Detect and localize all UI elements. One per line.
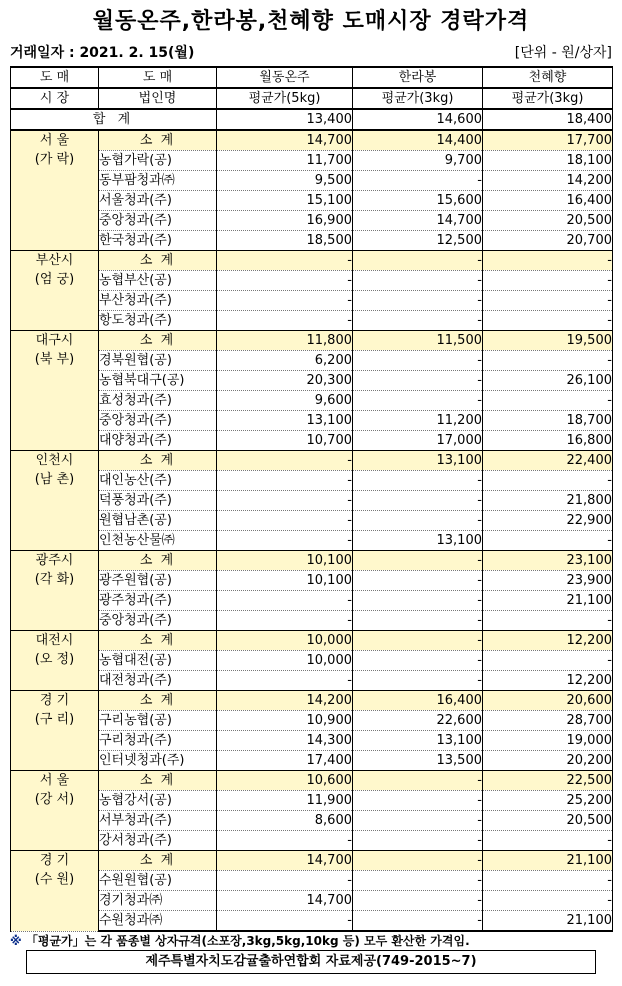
value-col1: 6,200 [217,351,353,371]
header-col2: 한라봉 [353,67,483,88]
value-col3: 20,500 [483,811,613,831]
value-col1: 16,900 [217,211,353,231]
note-star: ※ [10,934,22,948]
trade-date: 거래일자 : 2021. 2. 15(월) [10,45,195,61]
corp-name: 원협남촌(공) [99,511,217,531]
source-credit: 제주특별자치도감귤출하연합회 자료제공(749-2015~7) [26,950,596,974]
value-col2: - [353,271,483,291]
value-col2: - [353,571,483,591]
corp-name: 광주원협(공) [99,571,217,591]
market-city: 경 기 [39,693,70,708]
market-name [11,691,99,771]
value-col2: - [353,491,483,511]
corp-name: 소 계 [99,331,217,351]
market-city: 대전시 [35,633,74,648]
subtotal-row [11,691,613,711]
value-col3: - [483,611,613,631]
value-col2: - [353,291,483,311]
value-col2: - [353,891,483,911]
corp-name: 중앙청과(주) [99,411,217,431]
value-col1: 10,600 [217,771,353,791]
table-row [11,471,613,491]
table-row [11,431,613,451]
header-col1: 월동온주 [217,67,353,88]
total-value-1: 13,400 [217,109,353,130]
table-row [11,571,613,591]
value-col2: 13,100 [353,531,483,551]
table-row [11,871,613,891]
value-col2: 16,400 [353,691,483,711]
table-row [11,391,613,411]
value-col2: - [353,811,483,831]
unit-label: [단위 - 원/상자] [514,45,612,61]
market-name [11,851,99,932]
header-col3: 천혜향 [483,67,613,88]
value-col1: - [217,471,353,491]
corp-name: 소 계 [99,130,217,151]
table-row [11,791,613,811]
table-row [11,751,613,771]
value-col1: 20,300 [217,371,353,391]
value-col3: - [483,471,613,491]
corp-name: 소 계 [99,551,217,571]
value-col1: - [217,451,353,471]
value-col3: - [483,891,613,911]
subtotal-row [11,851,613,871]
table-row [11,411,613,431]
table-row [11,271,613,291]
corp-name: 경북원협(공) [99,351,217,371]
value-col3: - [483,531,613,551]
corp-name: 농협대전(공) [99,651,217,671]
value-col2: - [353,551,483,571]
value-col2: - [353,591,483,611]
market-city: 광주시 [35,553,74,568]
table-body [11,109,613,931]
value-col3: 22,900 [483,511,613,531]
table-row [11,891,613,911]
value-col2: - [353,471,483,491]
value-col1: 15,100 [217,191,353,211]
table-row [11,291,613,311]
corp-name: 강서청과(주) [99,831,217,851]
value-col2: - [353,351,483,371]
market-district: (구 리) [34,712,75,727]
market-name [11,331,99,451]
info-bar [10,42,612,62]
header-market-2: 시 장 [11,88,99,109]
value-col3: - [483,271,613,291]
value-col3: 12,200 [483,631,613,651]
subtotal-row [11,451,613,471]
value-col2: 15,600 [353,191,483,211]
value-col3: 22,500 [483,771,613,791]
market-district: (북 부) [34,352,75,367]
value-col1: 14,700 [217,851,353,871]
corp-name: 서울청과(주) [99,191,217,211]
value-col1: - [217,831,353,851]
value-col3: 21,100 [483,911,613,932]
value-col2: 11,500 [353,331,483,351]
value-col1: 10,000 [217,651,353,671]
corp-name: 항도청과(주) [99,311,217,331]
value-col3: 20,500 [483,211,613,231]
corp-name: 부산청과(주) [99,291,217,311]
header-market: 도 매 [11,67,99,88]
total-label: 합 계 [11,109,217,130]
value-col1: 13,100 [217,411,353,431]
table-row [11,811,613,831]
value-col3: 21,800 [483,491,613,511]
corp-name: 대양청과(주) [99,431,217,451]
table-row [11,731,613,751]
corp-name: 소 계 [99,691,217,711]
price-table [10,66,613,932]
value-col2: - [353,611,483,631]
value-col1: - [217,611,353,631]
value-col2: - [353,671,483,691]
value-col2: - [353,631,483,651]
value-col3: 25,200 [483,791,613,811]
value-col3: 17,700 [483,130,613,151]
value-col1: 10,900 [217,711,353,731]
value-col3: 21,100 [483,851,613,871]
corp-name: 수원청과㈜ [99,911,217,932]
corp-name: 수원원협(공) [99,871,217,891]
table-row [11,191,613,211]
value-col2: - [353,871,483,891]
table-row [11,311,613,331]
value-col1: - [217,591,353,611]
corp-name: 한국청과(주) [99,231,217,251]
value-col3: 28,700 [483,711,613,731]
subtotal-row [11,130,613,151]
value-col1: - [217,911,353,932]
corp-name: 소 계 [99,851,217,871]
value-col1: 11,900 [217,791,353,811]
corp-name: 구리농협(공) [99,711,217,731]
market-city: 인천시 [35,453,74,468]
value-col2: 9,700 [353,151,483,171]
table-row [11,531,613,551]
corp-name: 농협강서(공) [99,791,217,811]
value-col2: 12,500 [353,231,483,251]
page-title: 월동온주,한라봉,천혜향 도매시장 경락가격 [92,9,530,34]
market-city: 서 울 [39,773,70,788]
value-col1: 11,700 [217,151,353,171]
value-col1: - [217,251,353,271]
value-col1: 11,800 [217,331,353,351]
market-district: (엄 궁) [34,272,75,287]
table-header [11,67,613,109]
table-row [11,611,613,631]
table-row [11,831,613,851]
subtotal-row [11,551,613,571]
table-row [11,211,613,231]
value-col1: 10,700 [217,431,353,451]
table-row [11,231,613,251]
corp-name: 광주청과(주) [99,591,217,611]
corp-name: 경기청과㈜ [99,891,217,911]
value-col2: - [353,771,483,791]
value-col3: 18,100 [483,151,613,171]
subtotal-row [11,631,613,651]
value-col1: - [217,271,353,291]
market-district: (강 서) [34,792,75,807]
value-col2: - [353,911,483,932]
market-district: (각 화) [34,572,75,587]
corp-name: 농협부산(공) [99,271,217,291]
value-col1: - [217,291,353,311]
market-city: 경 기 [39,853,70,868]
table-row [11,371,613,391]
value-col3: - [483,651,613,671]
value-col3: - [483,871,613,891]
market-name [11,631,99,691]
market-name [11,771,99,851]
value-col2: - [353,791,483,811]
table-row [11,911,613,932]
value-col3: 20,200 [483,751,613,771]
header-col1-2: 평균가(5kg) [217,88,353,109]
value-col1: - [217,871,353,891]
total-value-3: 18,400 [483,109,613,130]
value-col1: - [217,511,353,531]
value-col2: - [353,171,483,191]
subtotal-row [11,331,613,351]
value-col3: 18,700 [483,411,613,431]
market-name [11,451,99,551]
value-col2: - [353,371,483,391]
value-col1: 8,600 [217,811,353,831]
value-col2: - [353,251,483,271]
corp-name: 농협북대구(공) [99,371,217,391]
table-row [11,491,613,511]
market-name [11,251,99,331]
value-col3: 20,600 [483,691,613,711]
value-col1: 10,000 [217,631,353,651]
market-district: (남 촌) [34,472,75,487]
value-col3: - [483,831,613,851]
corp-name: 소 계 [99,451,217,471]
table-row [11,171,613,191]
market-name [11,130,99,251]
value-col2: - [353,511,483,531]
subtotal-row [11,771,613,791]
value-col2: 14,400 [353,130,483,151]
value-col2: 11,200 [353,411,483,431]
value-col3: 12,200 [483,671,613,691]
value-col3: - [483,291,613,311]
value-col1: 10,100 [217,571,353,591]
value-col2: 13,100 [353,451,483,471]
value-col3: 20,700 [483,231,613,251]
corp-name: 서부청과(주) [99,811,217,831]
value-col3: 19,000 [483,731,613,751]
value-col2: - [353,851,483,871]
market-city: 대구시 [35,333,74,348]
table-row [11,711,613,731]
value-col1: 10,100 [217,551,353,571]
header-corp: 도 매 [99,67,217,88]
value-col3: 16,400 [483,191,613,211]
corp-name: 중앙청과(주) [99,611,217,631]
note-text: 「평균가」는 각 품종별 상자규격(소포장,3kg,5kg,10kg 등) 모두 환산한 가격임. [25,934,470,948]
value-col1: 9,600 [217,391,353,411]
corp-name: 대인농산(주) [99,471,217,491]
corp-name: 소 계 [99,771,217,791]
value-col1: - [217,671,353,691]
value-col2: 17,000 [353,431,483,451]
value-col1: 14,700 [217,891,353,911]
corp-name: 동부팜청과㈜ [99,171,217,191]
value-col1: - [217,311,353,331]
market-name [11,551,99,631]
header-col3-2: 평균가(3kg) [483,88,613,109]
table-row [11,511,613,531]
header-col2-2: 평균가(3kg) [353,88,483,109]
value-col3: - [483,351,613,371]
value-col1: 18,500 [217,231,353,251]
market-district: (가 락) [34,152,75,167]
corp-name: 대전청과(주) [99,671,217,691]
value-col2: 13,500 [353,751,483,771]
table-row [11,351,613,371]
value-col3: 14,200 [483,171,613,191]
value-col1: - [217,491,353,511]
corp-name: 소 계 [99,631,217,651]
value-col3: - [483,391,613,411]
market-city: 부산시 [35,253,74,268]
corp-name: 중앙청과(주) [99,211,217,231]
value-col1: 14,300 [217,731,353,751]
header-corp-2: 법인명 [99,88,217,109]
value-col2: - [353,391,483,411]
corp-name: 효성청과(주) [99,391,217,411]
total-value-2: 14,600 [353,109,483,130]
corp-name: 인천농산물㈜ [99,531,217,551]
value-col1: - [217,531,353,551]
value-col1: 9,500 [217,171,353,191]
value-col2: - [353,831,483,851]
value-col2: 22,600 [353,711,483,731]
value-col3: 22,400 [483,451,613,471]
corp-name: 덕풍청과(주) [99,491,217,511]
corp-name: 인터넷청과(주) [99,751,217,771]
value-col3: - [483,251,613,271]
value-col1: 14,200 [217,691,353,711]
subtotal-row [11,251,613,271]
footnote [10,932,470,949]
value-col3: 23,100 [483,551,613,571]
corp-name: 소 계 [99,251,217,271]
market-district: (수 원) [34,872,75,887]
value-col3: 23,900 [483,571,613,591]
total-row [11,109,613,130]
market-city: 서 울 [39,133,70,148]
corp-name: 농협가락(공) [99,151,217,171]
value-col1: 17,400 [217,751,353,771]
table-row [11,671,613,691]
table-row [11,651,613,671]
corp-name: 구리청과(주) [99,731,217,751]
value-col2: - [353,651,483,671]
value-col3: - [483,311,613,331]
table-row [11,151,613,171]
value-col2: - [353,311,483,331]
value-col3: 26,100 [483,371,613,391]
value-col1: 14,700 [217,130,353,151]
value-col2: 13,100 [353,731,483,751]
market-district: (오 정) [34,652,75,667]
value-col3: 21,100 [483,591,613,611]
value-col3: 16,800 [483,431,613,451]
value-col2: 14,700 [353,211,483,231]
value-col3: 19,500 [483,331,613,351]
table-row [11,591,613,611]
